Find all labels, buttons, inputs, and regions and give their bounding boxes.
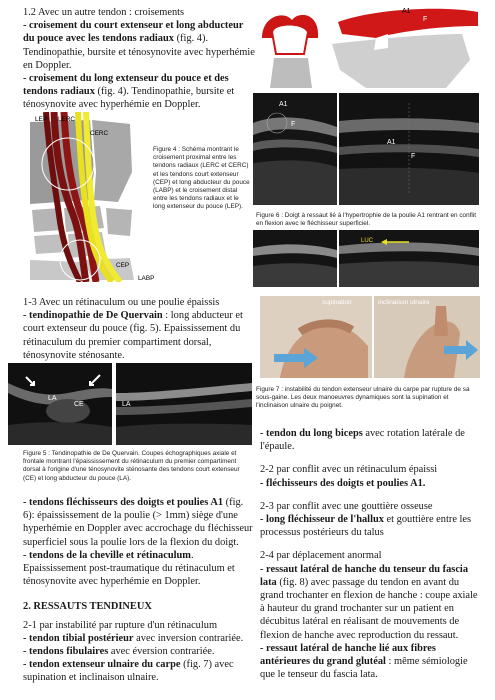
subsection-heading: 2-2 par conflit avec un rétinaculum épaissi bbox=[260, 464, 438, 476]
label-a1: A1 bbox=[402, 8, 411, 15]
label-lep: LEP bbox=[35, 116, 48, 123]
paragraph: - fléchisseurs des doigts et poulies A1. bbox=[260, 477, 426, 489]
paragraph: - tendon tibial postérieur avec inversion contrariée. bbox=[23, 632, 244, 644]
figure-6-ultrasound-bottom-right bbox=[339, 230, 479, 287]
paragraph: - tendinopathie de De Quervain : long abducteur et court extenseur du pouce (fig. 5). Epaississement du rétinaculum du premier compartiment dorsal, ténosynovite sténosante. bbox=[23, 310, 243, 361]
paragraph: - tendon du long biceps avec rotation latérale de l'épaule. bbox=[260, 428, 465, 453]
label-labp: LABP bbox=[138, 275, 155, 282]
label-f: F bbox=[423, 16, 428, 23]
label-luc: LUC bbox=[361, 238, 374, 244]
paragraph: - ressaut latéral de hanche lié aux fibres antérieures du grand glutéal : même sémiologie que le tenseur du fascia lata. bbox=[260, 642, 468, 681]
subsection-heading: 2-4 par déplacement anormal bbox=[260, 550, 382, 562]
label-supination: supination bbox=[322, 299, 352, 306]
left-column-text bbox=[23, 496, 255, 685]
figure-4-caption: Figure 4 : Schéma montrant le croisement proximal entre les tendons radiaux (LERC et CERC) et les tendons court extenseur (CEP) et long abducteur du pouce (LABP) et le croisement distal entre les tendons radiaux et le long extenseur du pouce (LEP). bbox=[153, 146, 250, 211]
figure-7-photo-inclinaison bbox=[374, 296, 480, 378]
figure-7-photo-supination bbox=[260, 296, 372, 378]
figure-5-ultrasound-axial bbox=[8, 363, 112, 445]
label-cerc: CERC bbox=[90, 130, 109, 137]
right-column-text bbox=[260, 427, 482, 681]
label-lerc: LERC bbox=[58, 116, 76, 123]
label-ce: CE bbox=[74, 401, 84, 408]
figure-5-ultrasound-frontal bbox=[116, 363, 252, 445]
label-inclinaison: inclinaison ulnaire bbox=[378, 299, 430, 306]
paragraph: - tendon extenseur ulnaire du carpe (fig. 7) avec supination et inclinaison ulnaire. bbox=[23, 659, 234, 684]
paragraph: - ressaut latéral de hanche du tenseur du fascia lata (fig. 8) avec passage du tendon en avant du grand trochanter en flexion de hanche : coupe axiale à hauteur du grand trochanter sur un patient en décubitus latéral en réalisant de mouvements de flexion de hanche avec reproduction du ressaut. bbox=[260, 563, 478, 641]
subsection-heading: 2-1 par instabilité par rupture d'un rétinaculum bbox=[23, 619, 218, 631]
paragraph: - tendons de la cheville et rétinaculum. Epaississement post-traumatique du rétinaculum et ténosynovite avec hyperhémie en Doppler. bbox=[23, 549, 235, 588]
label-f: F bbox=[287, 32, 292, 39]
figure-6-ultrasound-right bbox=[339, 93, 479, 205]
subsection-heading: 2-3 par conflit avec une gouttière osseuse bbox=[260, 500, 433, 512]
figure-6-ultrasound-left bbox=[253, 93, 337, 205]
label-a1: A1 bbox=[387, 139, 396, 146]
label-cep: CEP bbox=[116, 262, 130, 269]
label-la: LA bbox=[48, 395, 57, 402]
figure-6-caption: Figure 6 : Doigt à ressaut lié à l'hypertrophie de la poulie A1 rentrant en conflit en flexion avec le fléchisseur superficiel. bbox=[256, 212, 477, 228]
paragraph: - tendons fléchisseurs des doigts et poulies A1 (fig. 6): épaississement de la poulie (> 1mm) siège d'une hyperhémie en Doppler avec accrochage du fléchisseur superficiel sous la poulie lors de la flexion du doigt. bbox=[23, 497, 253, 548]
section-heading: 1-3 Avec un rétinaculum ou une poulie épaissis bbox=[23, 297, 220, 308]
label-la: LA bbox=[122, 401, 131, 408]
figure-6-ultrasound-bottom-left bbox=[253, 230, 337, 287]
label-f: F bbox=[291, 121, 296, 128]
section-1-2 bbox=[23, 6, 255, 112]
paragraph: - croisement du long extenseur du pouce et des tendons radiaux (fig. 4). Tendinopathie, bursite et ténosynovite avec hyperhémie en Doppler. bbox=[23, 73, 235, 111]
figure-7-caption: Figure 7 : instabilité du tendon extenseur ulnaire du carpe par rupture de sa sous-gaine. Les deux manoeuvres dynamiques sont la supination et l'inclinaison ulnaire du poignet. bbox=[256, 386, 470, 410]
label-f: F bbox=[411, 153, 416, 160]
paragraph: - long fléchisseur de l'hallux et gouttière entre les processus postérieurs du talus bbox=[260, 514, 472, 539]
figure-4-diagram bbox=[20, 112, 155, 282]
figure-6-drawing bbox=[256, 4, 478, 88]
paragraph: - tendons fibulaires avec éversion contrariée. bbox=[23, 646, 215, 658]
section-heading: 1.2 Avec un autre tendon : croisements bbox=[23, 7, 185, 18]
label-a1: A1 bbox=[279, 101, 288, 108]
figure-5-caption: Figure 5 : Tendinopathie de De Quervain. Coupes échographiques axiale et frontale montrant l'épaississement du rétinaculum du premier compartiment dorsal à l'origine d'une ténosynovite sténosante des tendons court extenseur (CE) et long abducteur du pouce (LA). bbox=[23, 450, 240, 482]
paragraph: - croisement du court extenseur et long abducteur du pouce avec les tendons radiaux (fig. 4). Tendinopathie, bursite et ténosynovite avec hyperhémie en Doppler. bbox=[23, 20, 255, 71]
section-1-3 bbox=[23, 296, 255, 362]
section-heading: 2. RESSAUTS TENDINEUX bbox=[23, 601, 152, 613]
